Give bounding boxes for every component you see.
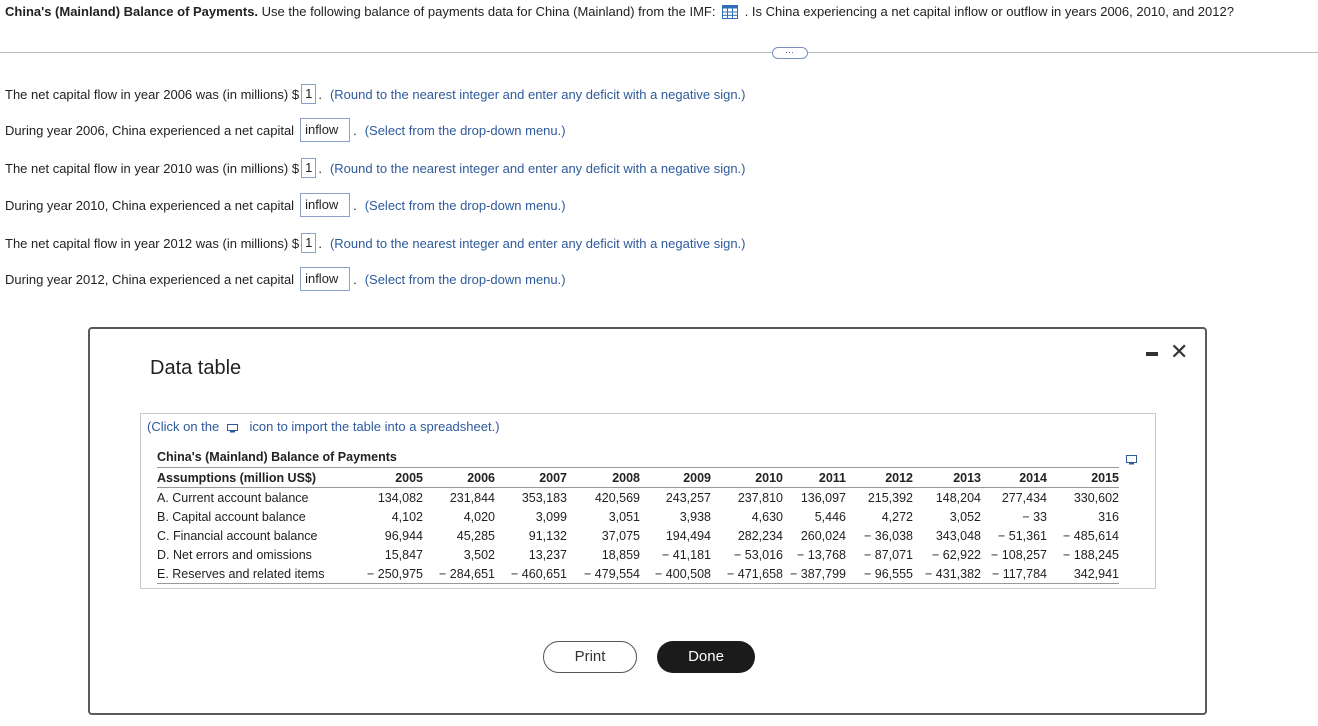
table-row	[157, 545, 1119, 564]
table-cell: 237,810	[737, 490, 783, 505]
divider	[0, 52, 1318, 53]
table-cell: − 62,922	[931, 547, 981, 562]
year-header: 2007	[539, 470, 567, 485]
table-grid-icon[interactable]	[722, 5, 738, 22]
table-cell: 5,446	[814, 509, 846, 524]
period: .	[353, 197, 357, 213]
table-cell: 18,859	[601, 547, 640, 562]
data-table-modal	[88, 327, 1207, 715]
spreadsheet-import-icon	[227, 421, 238, 436]
table-cell: 231,844	[449, 490, 495, 505]
table-cell: 282,234	[737, 528, 783, 543]
table-frame	[140, 413, 1156, 589]
table-cell: 3,938	[679, 509, 711, 524]
table-cell: − 117,784	[991, 566, 1047, 581]
table-cell: − 250,975	[367, 566, 423, 581]
select-2012-direction[interactable]: inflow	[300, 267, 350, 291]
year-header: 2012	[885, 470, 913, 485]
year-header: 2008	[612, 470, 640, 485]
table-cell: − 36,038	[863, 528, 913, 543]
period: .	[353, 122, 357, 138]
done-button[interactable]: Done	[657, 641, 755, 673]
table-cell: 4,272	[881, 509, 913, 524]
period: .	[318, 86, 322, 102]
table-cell: − 51,361	[997, 528, 1047, 543]
table-cell: − 431,382	[925, 566, 981, 581]
table-cell: 136,097	[800, 490, 846, 505]
table-cell: − 400,508	[655, 566, 711, 581]
hint-text: (Select from the drop-down menu.)	[364, 197, 566, 213]
table-cell: 277,434	[1001, 490, 1047, 505]
table-cell: − 13,768	[796, 547, 846, 562]
table-cell: − 460,651	[511, 566, 567, 581]
table-cell: − 108,257	[991, 547, 1047, 562]
question-text: During year 2010, China experienced a net capital	[5, 197, 295, 213]
year-header: 2011	[818, 470, 846, 485]
table-cell: 342,941	[1073, 566, 1119, 581]
answer-input-2012-flow[interactable]: 1	[301, 233, 316, 253]
table-cell: 260,024	[800, 528, 846, 543]
question-text: During year 2006, China experienced a net capital	[5, 122, 295, 138]
modal-title: Data table	[150, 357, 242, 379]
year-header: 2005	[395, 470, 423, 485]
table-cell: 91,132	[528, 528, 567, 543]
expand-button[interactable]: ⋯	[772, 47, 808, 59]
hint-text: (Round to the nearest integer and enter any deficit with a negative sign.)	[329, 235, 746, 251]
import-note-text: (Click on the	[147, 419, 220, 434]
year-header: 2015	[1091, 470, 1119, 485]
question-line-2006-flow	[5, 84, 745, 104]
table-cell: − 479,554	[584, 566, 640, 581]
table-cell: 148,204	[935, 490, 981, 505]
table-cell: − 188,245	[1063, 547, 1119, 562]
question-line-2010-flow	[5, 158, 745, 178]
table-cell: 4,020	[463, 509, 495, 524]
table-cell: 13,237	[528, 547, 567, 562]
table-cell: 134,082	[377, 490, 423, 505]
table-cell: − 33	[1022, 509, 1047, 524]
hint-text: (Round to the nearest integer and enter any deficit with a negative sign.)	[329, 86, 746, 102]
table-cell: − 96,555	[863, 566, 913, 581]
table-title: China's (Mainland) Balance of Payments	[157, 450, 397, 464]
table-cell: 353,183	[521, 490, 567, 505]
balance-of-payments-table	[157, 467, 1119, 584]
year-header: 2013	[953, 470, 981, 485]
row-label: C. Financial account balance	[157, 528, 318, 543]
table-cell: − 41,181	[661, 547, 711, 562]
question-text: The net capital flow in year 2012 was (in millions) $	[5, 235, 300, 251]
table-row	[157, 488, 1119, 508]
row-label: A. Current account balance	[157, 490, 309, 505]
question-prompt: . Is China experiencing a net capital inflow or outflow in years 2006, 2010, and 2012?	[744, 4, 1234, 19]
header-label: Assumptions (million US$)	[157, 470, 317, 485]
table-cell: − 485,614	[1063, 528, 1119, 543]
question-text: The net capital flow in year 2006 was (in millions) $	[5, 86, 300, 102]
import-note	[147, 419, 500, 436]
year-header: 2006	[467, 470, 495, 485]
table-cell: 4,102	[391, 509, 423, 524]
table-cell: 330,602	[1073, 490, 1119, 505]
table-cell: 420,569	[594, 490, 640, 505]
row-label: D. Net errors and omissions	[157, 547, 312, 562]
table-cell: 96,944	[384, 528, 423, 543]
table-cell: 3,052	[949, 509, 981, 524]
table-row	[157, 526, 1119, 545]
table-cell: − 284,651	[439, 566, 495, 581]
question-header	[5, 4, 1234, 22]
table-cell: − 471,658	[727, 566, 783, 581]
hint-text: (Round to the nearest integer and enter any deficit with a negative sign.)	[329, 160, 746, 176]
question-intro: Use the following balance of payments data for China (Mainland) from the IMF:	[261, 4, 716, 19]
table-row	[157, 564, 1119, 584]
question-line-2012-direction	[5, 267, 566, 291]
question-line-2012-flow	[5, 233, 745, 253]
select-2006-direction[interactable]: inflow	[300, 118, 350, 142]
question-text: During year 2012, China experienced a net capital	[5, 271, 295, 287]
period: .	[318, 235, 322, 251]
year-header: 2009	[683, 470, 711, 485]
question-line-2010-direction	[5, 193, 566, 217]
table-cell: − 387,799	[790, 566, 846, 581]
period: .	[318, 160, 322, 176]
import-note-text: icon to import the table into a spreadsheet.)	[249, 419, 500, 434]
table-cell: 37,075	[601, 528, 640, 543]
table-cell: 4,630	[751, 509, 783, 524]
table-cell: 3,051	[608, 509, 640, 524]
year-header: 2014	[1019, 470, 1047, 485]
answer-input-2010-flow[interactable]: 1	[301, 158, 316, 178]
period: .	[353, 271, 357, 287]
minimize-icon[interactable]	[1146, 352, 1158, 356]
table-cell: 343,048	[935, 528, 981, 543]
question-title: China's (Mainland) Balance of Payments.	[5, 4, 259, 19]
hint-text: (Select from the drop-down menu.)	[364, 271, 566, 287]
table-cell: 194,494	[665, 528, 711, 543]
hint-text: (Select from the drop-down menu.)	[364, 122, 566, 138]
table-cell: 15,847	[384, 547, 423, 562]
close-icon[interactable]: ✕	[1170, 339, 1189, 364]
question-text: The net capital flow in year 2010 was (in millions) $	[5, 160, 300, 176]
year-header: 2010	[755, 470, 783, 485]
table-cell: 3,502	[463, 547, 495, 562]
table-cell: 45,285	[456, 528, 495, 543]
table-cell: − 87,071	[863, 547, 913, 562]
row-label: E. Reserves and related items	[157, 566, 325, 581]
answer-input-2006-flow[interactable]: 1	[301, 84, 316, 104]
select-2010-direction[interactable]: inflow	[300, 193, 350, 217]
print-button[interactable]: Print	[543, 641, 637, 673]
table-cell: 316	[1098, 509, 1119, 524]
row-label: B. Capital account balance	[157, 509, 306, 524]
spreadsheet-export-icon[interactable]	[1126, 453, 1137, 468]
table-cell: 215,392	[867, 490, 913, 505]
table-cell: 243,257	[665, 490, 711, 505]
table-cell: − 53,016	[733, 547, 783, 562]
table-header-row	[157, 468, 1119, 488]
question-line-2006-direction	[5, 118, 566, 142]
table-row	[157, 507, 1119, 526]
table-cell: 3,099	[535, 509, 567, 524]
